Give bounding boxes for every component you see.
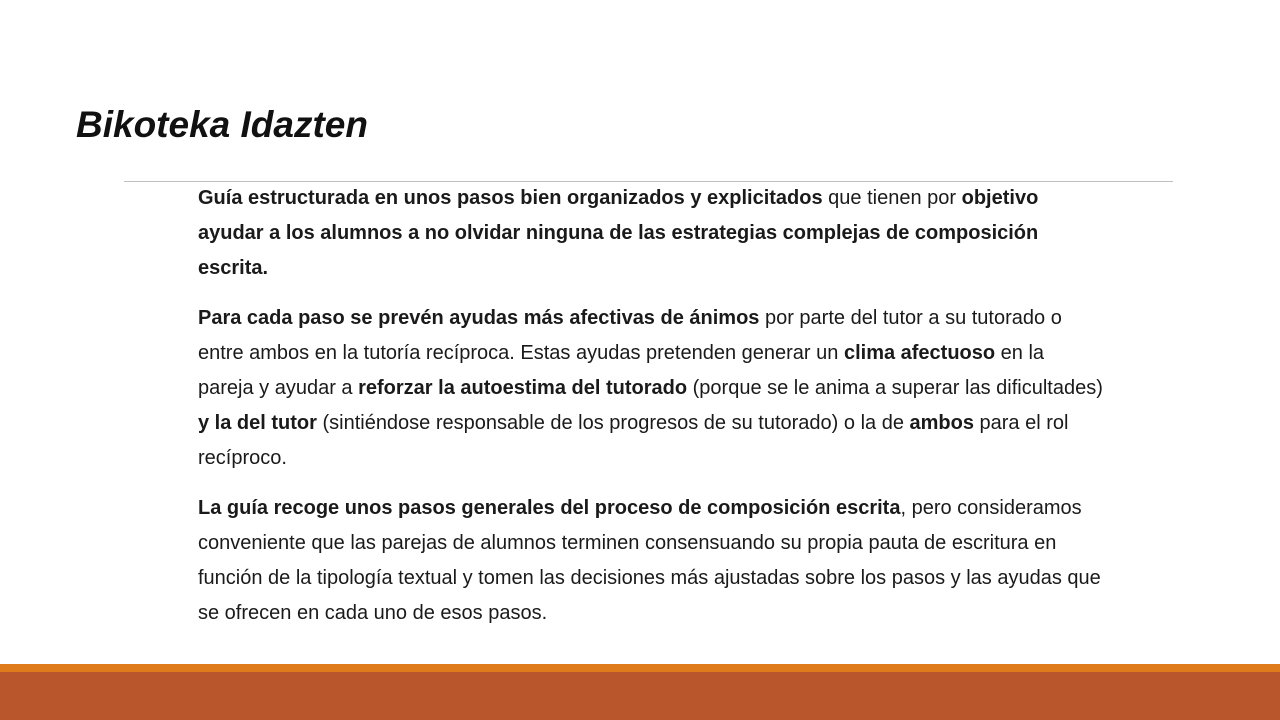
- text-run: , pero consideramos conveniente que las parejas de alumnos terminen consensuando su propia pauta de escritura en función de la tipología textual y tomen las decisiones más ajustadas sobre los pasos y las ayudas que se ofrecen en cada uno de esos pasos.: [198, 497, 1101, 624]
- text-run: (porque se le anima a superar las dificultades): [687, 377, 1103, 399]
- paragraph-objective: [198, 181, 1103, 286]
- footer-bar: [0, 672, 1280, 720]
- bold-text-run: clima afectuoso: [843, 342, 996, 364]
- bold-text-run: y la del tutor: [198, 412, 317, 434]
- bold-text-run: objetivo ayudar a los alumnos a no olvidar ninguna de las estrategias complejas de composición escrita.: [198, 187, 1039, 279]
- bold-text-run: reforzar la autoestima del tutorado: [358, 377, 688, 399]
- bold-text-run: Para cada paso se prevén ayudas más afectivas de ánimos: [198, 307, 760, 329]
- bold-text-run: Guía estructurada en unos pasos bien organizados y explicitados: [198, 187, 823, 209]
- text-run: en la pareja y ayudar a: [198, 342, 1045, 399]
- slide-title: Bikoteka Idazten: [76, 104, 368, 145]
- paragraph-general-steps: [198, 491, 1103, 631]
- text-run: por parte del tutor a su tutorado o entre ambos en la tutoría recíproca. Estas ayudas pretenden generar un: [198, 307, 1062, 364]
- paragraph-affective-aids: [198, 301, 1103, 476]
- footer-accent-bar: [0, 664, 1280, 672]
- slide-body: [198, 181, 1103, 646]
- text-run: (sintiéndose responsable de los progresos de su tutorado) o la de: [316, 412, 910, 434]
- text-run: para el rol recíproco.: [198, 412, 1069, 469]
- bold-text-run: La guía recoge unos pasos generales del proceso de composición escrita: [198, 497, 901, 519]
- bold-text-run: ambos: [909, 412, 974, 434]
- text-run: que tienen por: [822, 187, 962, 209]
